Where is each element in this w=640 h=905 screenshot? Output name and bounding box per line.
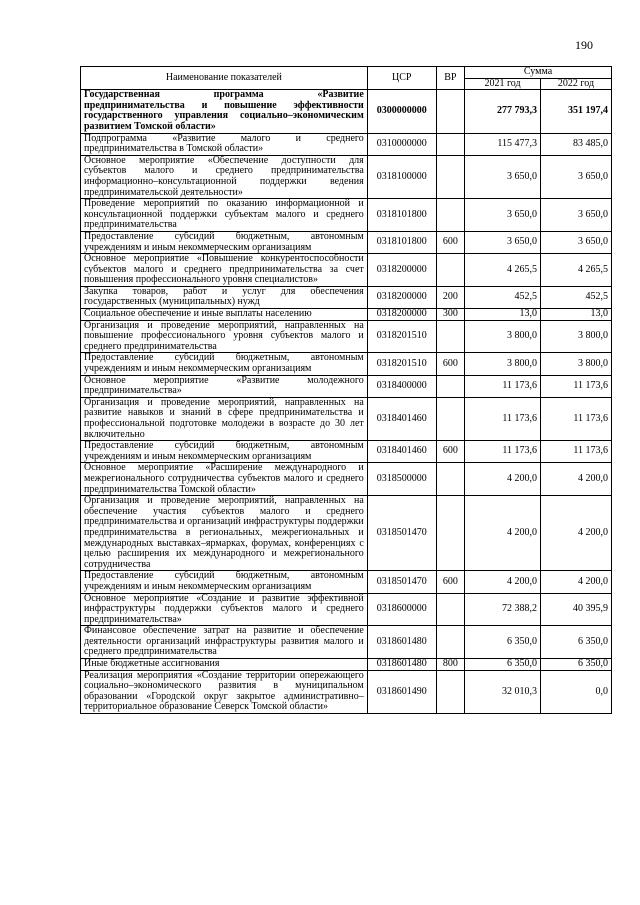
row-amount-2022: 11 173,6: [541, 397, 612, 440]
row-name: Предоставление субсидий бюджетным, автономным учреждениям и иным некоммерческим организациям: [81, 571, 368, 593]
row-amount-2022: 3 800,0: [541, 353, 612, 375]
row-csr: 0318601490: [367, 670, 436, 713]
row-name: Организация и проведение мероприятий, направленных на развитие навыков и знаний в сфере предпринимательства и профессиональной подготовке молодежи в возрасте до 30 лет включительно: [81, 397, 368, 440]
header-year-2022: 2022 год: [541, 78, 612, 90]
row-amount-2022: 6 350,0: [541, 659, 612, 671]
row-name: Организация и проведение мероприятий, направленных на повышение профессионального уровня субъектов малого и среднего предпринимательства: [81, 320, 368, 353]
row-amount-2021: 11 173,6: [465, 375, 541, 397]
row-csr: 0318600000: [367, 593, 436, 626]
row-name: Основное мероприятие «Расширение международного и межрегионального сотрудничества субъектов малого и среднего предпринимательства Томской области»: [81, 463, 368, 496]
row-csr: 0310000000: [367, 133, 436, 155]
page-number: 190: [575, 38, 593, 52]
row-name: Основное мероприятие «Развитие молодежного предпринимательства»: [81, 375, 368, 397]
row-amount-2022: 4 200,0: [541, 463, 612, 496]
header-year-2021: 2021 год: [465, 78, 541, 90]
row-vr: [436, 626, 464, 659]
header-vr: ВР: [436, 67, 464, 90]
row-amount-2021: 4 200,0: [465, 496, 541, 571]
table-row: [81, 286, 612, 308]
row-amount-2021: 11 173,6: [465, 441, 541, 463]
row-vr: [436, 133, 464, 155]
row-vr: [436, 254, 464, 287]
row-csr: 0318101800: [367, 231, 436, 253]
row-name: Организация и проведение мероприятий, направленных на обеспечение участия субъектов малого и среднего предпринимательства и организаций инфраструктуры поддержки предпринимательства в региональных, межрегиональных и международных выставках–ярмарках, форумах, конференциях с целью расширения их международного и межрегионального сотрудничества: [81, 496, 368, 571]
row-amount-2021: 115 477,3: [465, 133, 541, 155]
row-amount-2021: 3 650,0: [465, 231, 541, 253]
table-row: [81, 133, 612, 155]
row-amount-2021: 3 800,0: [465, 320, 541, 353]
table-row: [81, 231, 612, 253]
row-amount-2021: 4 265,5: [465, 254, 541, 287]
row-vr: 800: [436, 659, 464, 671]
row-amount-2022: 4 200,0: [541, 496, 612, 571]
row-name: Иные бюджетные ассигнования: [81, 659, 368, 671]
row-amount-2021: 6 350,0: [465, 659, 541, 671]
row-csr: 0318500000: [367, 463, 436, 496]
row-name: Государственная программа «Развитие предпринимательства и повышение эффективности государственного управления социально–экономическим развитием Томской области»: [81, 90, 368, 133]
table-row: [81, 670, 612, 713]
row-amount-2022: 11 173,6: [541, 441, 612, 463]
row-amount-2021: 11 173,6: [465, 397, 541, 440]
row-name: Финансовое обеспечение затрат на развитие и обеспечение деятельности организаций инфраструктуры развития малого и среднего предпринимательства: [81, 626, 368, 659]
table-row: [81, 626, 612, 659]
row-amount-2021: 3 650,0: [465, 155, 541, 198]
table-row: [81, 375, 612, 397]
row-name: Закупка товаров, работ и услуг для обеспечения государственных (муниципальных) нужд: [81, 286, 368, 308]
row-vr: [436, 90, 464, 133]
row-vr: [436, 397, 464, 440]
table-row: [81, 309, 612, 321]
row-amount-2022: 3 800,0: [541, 320, 612, 353]
row-amount-2021: 3 650,0: [465, 199, 541, 232]
row-amount-2022: 4 265,5: [541, 254, 612, 287]
row-amount-2021: 277 793,3: [465, 90, 541, 133]
row-vr: [436, 463, 464, 496]
row-csr: 0318401460: [367, 397, 436, 440]
row-amount-2022: 0,0: [541, 670, 612, 713]
row-name: Основное мероприятие «Повышение конкурентоспособности субъектов малого и среднего предпринимательства за счет повышения профессионального уровня специалистов»: [81, 254, 368, 287]
row-name: Предоставление субсидий бюджетным, автономным учреждениям и иным некоммерческим организациям: [81, 353, 368, 375]
row-name: Социальное обеспечение и иные выплаты населению: [81, 309, 368, 321]
row-name: Предоставление субсидий бюджетным, автономным учреждениям и иным некоммерческим организациям: [81, 231, 368, 253]
row-amount-2022: 3 650,0: [541, 199, 612, 232]
table-row: [81, 659, 612, 671]
row-csr: 0318601480: [367, 626, 436, 659]
table-row: [81, 571, 612, 593]
table-row: [81, 353, 612, 375]
row-vr: [436, 155, 464, 198]
row-amount-2022: 6 350,0: [541, 626, 612, 659]
row-csr: 0318200000: [367, 254, 436, 287]
row-amount-2021: 72 388,2: [465, 593, 541, 626]
row-vr: [436, 199, 464, 232]
row-csr: 0318100000: [367, 155, 436, 198]
row-amount-2022: 40 395,9: [541, 593, 612, 626]
table-body: [81, 90, 612, 714]
table-header: [81, 67, 612, 90]
row-csr: 0318501470: [367, 571, 436, 593]
table-row: [81, 199, 612, 232]
row-vr: [436, 375, 464, 397]
row-amount-2021: 32 010,3: [465, 670, 541, 713]
row-name: Предоставление субсидий бюджетным, автономным учреждениям и иным некоммерческим организациям: [81, 441, 368, 463]
table-row: [81, 320, 612, 353]
row-name: Подпрограмма «Развитие малого и среднего предпринимательства в Томской области»: [81, 133, 368, 155]
row-vr: 600: [436, 231, 464, 253]
table-row: [81, 90, 612, 133]
row-vr: 600: [436, 353, 464, 375]
header-name: Наименование показателей: [81, 67, 368, 90]
table-row: [81, 155, 612, 198]
row-amount-2022: 3 650,0: [541, 231, 612, 253]
row-vr: 600: [436, 571, 464, 593]
row-vr: 600: [436, 441, 464, 463]
row-csr: 0300000000: [367, 90, 436, 133]
row-amount-2022: 452,5: [541, 286, 612, 308]
row-name: Основное мероприятие «Обеспечение доступности для субъектов малого и среднего предпринимательства информационно–консультационной поддержки ведения предпринимательской деятельности»: [81, 155, 368, 198]
row-csr: 0318200000: [367, 286, 436, 308]
row-name: Реализация мероприятия «Создание территории опережающего социально–экономического развития в муниципальном образовании «Городской округ закрытое административно–территориальное образование Северск Томской области»: [81, 670, 368, 713]
row-vr: [436, 670, 464, 713]
row-csr: 0318401460: [367, 441, 436, 463]
row-amount-2022: 351 197,4: [541, 90, 612, 133]
row-csr: 0318200000: [367, 309, 436, 321]
row-csr: 0318400000: [367, 375, 436, 397]
row-amount-2021: 4 200,0: [465, 463, 541, 496]
header-csr: ЦСР: [367, 67, 436, 90]
row-amount-2021: 3 800,0: [465, 353, 541, 375]
table-row: [81, 463, 612, 496]
row-csr: 0318201510: [367, 320, 436, 353]
row-vr: [436, 320, 464, 353]
budget-table: [80, 66, 612, 714]
row-name: Основное мероприятие «Создание и развитие эффективной инфраструктуры поддержки субъектов малого и среднего предпринимательства»: [81, 593, 368, 626]
header-sum: Сумма: [465, 67, 612, 79]
table-row: [81, 441, 612, 463]
row-csr: 0318601480: [367, 659, 436, 671]
row-vr: 200: [436, 286, 464, 308]
table-row: [81, 496, 612, 571]
row-vr: 300: [436, 309, 464, 321]
row-vr: [436, 593, 464, 626]
row-name: Проведение мероприятий по оказанию информационной и консультационной поддержки субъектам малого и среднего предпринимательства: [81, 199, 368, 232]
row-amount-2022: 83 485,0: [541, 133, 612, 155]
row-csr: 0318101800: [367, 199, 436, 232]
row-csr: 0318501470: [367, 496, 436, 571]
row-vr: [436, 496, 464, 571]
row-amount-2022: 13,0: [541, 309, 612, 321]
row-amount-2021: 452,5: [465, 286, 541, 308]
row-amount-2022: 11 173,6: [541, 375, 612, 397]
row-amount-2021: 13,0: [465, 309, 541, 321]
row-amount-2022: 3 650,0: [541, 155, 612, 198]
row-amount-2021: 6 350,0: [465, 626, 541, 659]
row-csr: 0318201510: [367, 353, 436, 375]
row-amount-2022: 4 200,0: [541, 571, 612, 593]
table-row: [81, 397, 612, 440]
table-row: [81, 593, 612, 626]
table-row: [81, 254, 612, 287]
row-amount-2021: 4 200,0: [465, 571, 541, 593]
